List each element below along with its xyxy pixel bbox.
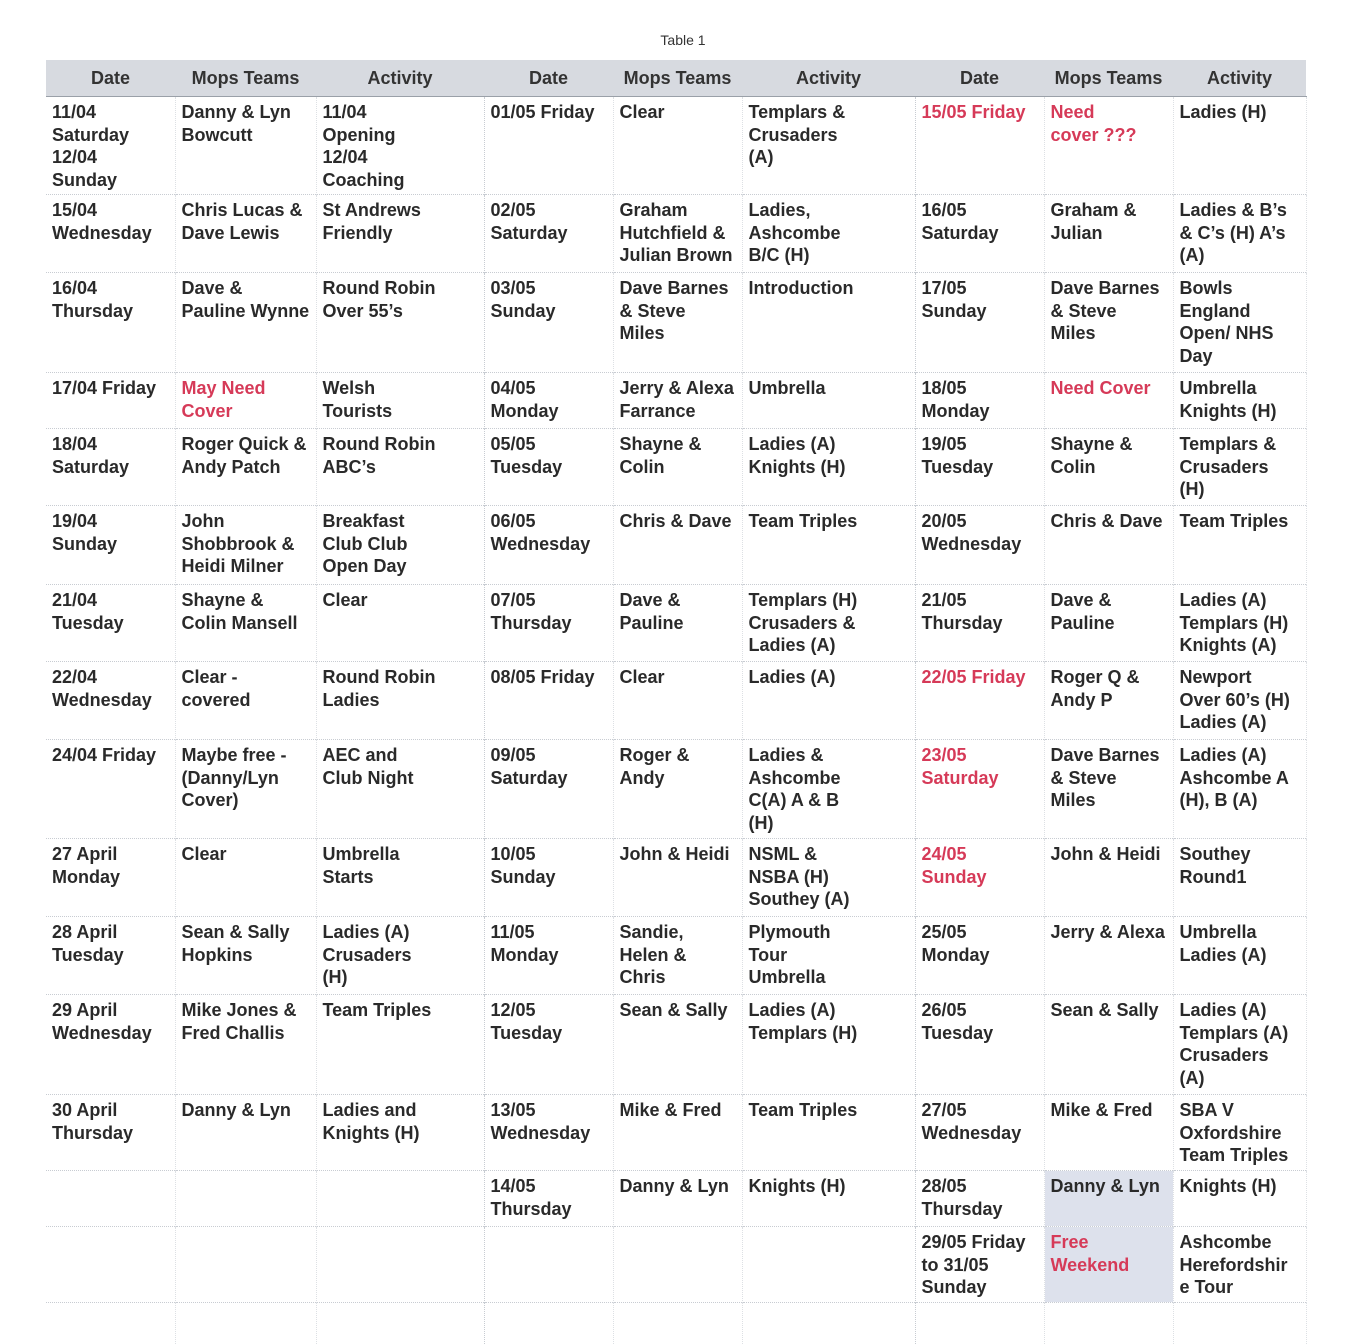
cell-date-group2: 04/05 Monday bbox=[484, 373, 613, 429]
cell-activity-group3: Southey Round1 bbox=[1173, 839, 1306, 917]
cell-date-group1 bbox=[46, 1171, 175, 1227]
cell-date-group2: 08/05 Friday bbox=[484, 662, 613, 740]
cell-activity-group1: Round Robin Over 55’s bbox=[316, 273, 484, 373]
cell-team-group3: Need Cover bbox=[1044, 373, 1173, 429]
cell-team-group2: Sean & Sally bbox=[613, 995, 742, 1095]
cell-activity-group3: Umbrella Knights (H) bbox=[1173, 373, 1306, 429]
cell-team-group3: Need cover ??? bbox=[1044, 97, 1173, 195]
cell-activity-group2: Ladies, Ashcombe B/C (H) bbox=[742, 195, 915, 273]
cell-date-group3: 26/05 Tuesday bbox=[915, 995, 1044, 1095]
cell-team-group2: Chris & Dave bbox=[613, 506, 742, 585]
empty-trailing-row bbox=[46, 1303, 1306, 1344]
cell-team-group2: Shayne & Colin bbox=[613, 429, 742, 506]
cell-team-group2: Mike & Fred bbox=[613, 1095, 742, 1171]
cell-activity-group1: St Andrews Friendly bbox=[316, 195, 484, 273]
cell-date-group3: 19/05 Tuesday bbox=[915, 429, 1044, 506]
cell-activity-group1: Round Robin ABC’s bbox=[316, 429, 484, 506]
cell-date-group3: 18/05 Monday bbox=[915, 373, 1044, 429]
cell-date-group1: 15/04 Wednesday bbox=[46, 195, 175, 273]
cell-activity-group1: Ladies (A) Crusaders (H) bbox=[316, 917, 484, 995]
cell-date-group3: 25/05 Monday bbox=[915, 917, 1044, 995]
cell-activity-group2: Team Triples bbox=[742, 1095, 915, 1171]
cell-activity-group2: NSML & NSBA (H) Southey (A) bbox=[742, 839, 915, 917]
table-row bbox=[46, 429, 1306, 506]
cell-date-group1: 30 April Thursday bbox=[46, 1095, 175, 1171]
cell-date-group1: 17/04 Friday bbox=[46, 373, 175, 429]
cell-date-group2: 06/05 Wednesday bbox=[484, 506, 613, 585]
table-row bbox=[46, 273, 1306, 373]
header-date-3: Date bbox=[915, 60, 1044, 97]
cell-activity-group1: Team Triples bbox=[316, 995, 484, 1095]
cell-team-group1: Danny & Lyn bbox=[175, 1095, 316, 1171]
header-mops-teams-1: Mops Teams bbox=[175, 60, 316, 97]
cell-date-group3: 22/05 Friday bbox=[915, 662, 1044, 740]
cell-team-group2: Clear bbox=[613, 662, 742, 740]
cell-date-group2: 10/05 Sunday bbox=[484, 839, 613, 917]
cell-activity-group2: Ladies (A) Templars (H) bbox=[742, 995, 915, 1095]
table-row bbox=[46, 1095, 1306, 1171]
cell-team-group1: Clear bbox=[175, 839, 316, 917]
header-activity-1: Activity bbox=[316, 60, 484, 97]
table-row bbox=[46, 917, 1306, 995]
cell-team-group1 bbox=[175, 1227, 316, 1303]
cell-team-group3: Roger Q & Andy P bbox=[1044, 662, 1173, 740]
cell-date-group3: 17/05 Sunday bbox=[915, 273, 1044, 373]
cell-activity-group2: Team Triples bbox=[742, 506, 915, 585]
cell-activity-group2: Plymouth Tour Umbrella bbox=[742, 917, 915, 995]
cell-date-group3: 16/05 Saturday bbox=[915, 195, 1044, 273]
cell-team-group1: Danny & Lyn Bowcutt bbox=[175, 97, 316, 195]
cell-date-group3: 23/05 Saturday bbox=[915, 740, 1044, 839]
cell-date-group3: 20/05 Wednesday bbox=[915, 506, 1044, 585]
header-mops-teams-3: Mops Teams bbox=[1044, 60, 1173, 97]
header-date-2: Date bbox=[484, 60, 613, 97]
cell-team-group3: John & Heidi bbox=[1044, 839, 1173, 917]
schedule-table bbox=[46, 60, 1307, 1344]
cell-activity-group3: Knights (H) bbox=[1173, 1171, 1306, 1227]
cell-team-group2: Sandie, Helen & Chris bbox=[613, 917, 742, 995]
cell-activity-group3: Ladies (A) Templars (H) Knights (A) bbox=[1173, 585, 1306, 662]
table-caption: Table 1 bbox=[0, 32, 1366, 48]
cell-team-group2: Dave Barnes & Steve Miles bbox=[613, 273, 742, 373]
table-row bbox=[46, 97, 1306, 195]
cell-date-group2: 14/05 Thursday bbox=[484, 1171, 613, 1227]
cell-activity-group3: Ashcombe Herefordshir e Tour bbox=[1173, 1227, 1306, 1303]
table-row bbox=[46, 740, 1306, 839]
cell-team-group1: Clear - covered bbox=[175, 662, 316, 740]
cell-team-group1: Dave & Pauline Wynne bbox=[175, 273, 316, 373]
cell-date-group1: 29 April Wednesday bbox=[46, 995, 175, 1095]
cell-team-group2: Graham Hutchfield & Julian Brown bbox=[613, 195, 742, 273]
cell-team-group3: Mike & Fred bbox=[1044, 1095, 1173, 1171]
cell-activity-group1: Round Robin Ladies bbox=[316, 662, 484, 740]
cell-activity-group2: Ladies (A) Knights (H) bbox=[742, 429, 915, 506]
cell-activity-group1: Umbrella Starts bbox=[316, 839, 484, 917]
table-row bbox=[46, 585, 1306, 662]
cell-team-group3: Sean & Sally bbox=[1044, 995, 1173, 1095]
cell-team-group3: Dave Barnes & Steve Miles bbox=[1044, 740, 1173, 839]
cell-activity-group2: Umbrella bbox=[742, 373, 915, 429]
cell-date-group3: 15/05 Friday bbox=[915, 97, 1044, 195]
table-row bbox=[46, 1227, 1306, 1303]
cell-team-group1: Roger Quick & Andy Patch bbox=[175, 429, 316, 506]
table-row bbox=[46, 995, 1306, 1095]
cell-team-group3: Danny & Lyn bbox=[1044, 1171, 1173, 1227]
cell-date-group1: 27 April Monday bbox=[46, 839, 175, 917]
cell-team-group1: Sean & Sally Hopkins bbox=[175, 917, 316, 995]
cell-date-group2: 01/05 Friday bbox=[484, 97, 613, 195]
cell-team-group1: John Shobbrook & Heidi Milner bbox=[175, 506, 316, 585]
cell-team-group1: Shayne & Colin Mansell bbox=[175, 585, 316, 662]
cell-team-group2: John & Heidi bbox=[613, 839, 742, 917]
cell-date-group3: 24/05 Sunday bbox=[915, 839, 1044, 917]
table-row bbox=[46, 1171, 1306, 1227]
cell-activity-group2 bbox=[742, 1227, 915, 1303]
cell-activity-group1 bbox=[316, 1227, 484, 1303]
cell-activity-group3: SBA V Oxfordshire Team Triples bbox=[1173, 1095, 1306, 1171]
cell-activity-group3: Ladies (A) Ashcombe A (H), B (A) bbox=[1173, 740, 1306, 839]
cell-date-group2: 03/05 Sunday bbox=[484, 273, 613, 373]
cell-team-group3: Shayne & Colin bbox=[1044, 429, 1173, 506]
cell-activity-group3: Ladies (A) Templars (A) Crusaders (A) bbox=[1173, 995, 1306, 1095]
cell-date-group2: 07/05 Thursday bbox=[484, 585, 613, 662]
cell-date-group1: 24/04 Friday bbox=[46, 740, 175, 839]
cell-activity-group3: Ladies & B’s & C’s (H) A’s (A) bbox=[1173, 195, 1306, 273]
cell-activity-group1: 11/04 Opening 12/04 Coaching bbox=[316, 97, 484, 195]
cell-activity-group1: Welsh Tourists bbox=[316, 373, 484, 429]
cell-activity-group2: Ladies (A) bbox=[742, 662, 915, 740]
cell-activity-group3: Ladies (H) bbox=[1173, 97, 1306, 195]
cell-date-group3: 28/05 Thursday bbox=[915, 1171, 1044, 1227]
table-row bbox=[46, 839, 1306, 917]
cell-team-group2: Jerry & Alexa Farrance bbox=[613, 373, 742, 429]
cell-date-group3: 27/05 Wednesday bbox=[915, 1095, 1044, 1171]
cell-date-group2: 05/05 Tuesday bbox=[484, 429, 613, 506]
cell-activity-group1: AEC and Club Night bbox=[316, 740, 484, 839]
cell-team-group2: Roger & Andy bbox=[613, 740, 742, 839]
cell-team-group3: Graham & Julian bbox=[1044, 195, 1173, 273]
header-date-1: Date bbox=[46, 60, 175, 97]
cell-date-group2 bbox=[484, 1227, 613, 1303]
cell-date-group1: 28 April Tuesday bbox=[46, 917, 175, 995]
cell-date-group2: 13/05 Wednesday bbox=[484, 1095, 613, 1171]
cell-activity-group2: Templars (H) Crusaders & Ladies (A) bbox=[742, 585, 915, 662]
cell-team-group2: Danny & Lyn bbox=[613, 1171, 742, 1227]
cell-activity-group2: Introduction bbox=[742, 273, 915, 373]
cell-activity-group1 bbox=[316, 1171, 484, 1227]
cell-team-group3: Dave & Pauline bbox=[1044, 585, 1173, 662]
cell-activity-group3: Umbrella Ladies (A) bbox=[1173, 917, 1306, 995]
cell-team-group3: Free Weekend bbox=[1044, 1227, 1173, 1303]
cell-date-group1: 19/04 Sunday bbox=[46, 506, 175, 585]
cell-activity-group1: Breakfast Club Club Open Day bbox=[316, 506, 484, 585]
header-mops-teams-2: Mops Teams bbox=[613, 60, 742, 97]
cell-team-group1 bbox=[175, 1171, 316, 1227]
cell-activity-group3: Team Triples bbox=[1173, 506, 1306, 585]
cell-date-group3: 29/05 Friday to 31/05 Sunday bbox=[915, 1227, 1044, 1303]
cell-team-group3: Dave Barnes & Steve Miles bbox=[1044, 273, 1173, 373]
header-activity-3: Activity bbox=[1173, 60, 1306, 97]
cell-activity-group3: Bowls England Open/ NHS Day bbox=[1173, 273, 1306, 373]
cell-date-group1: 18/04 Saturday bbox=[46, 429, 175, 506]
cell-date-group1: 11/04 Saturday 12/04 Sunday bbox=[46, 97, 175, 195]
cell-date-group1 bbox=[46, 1227, 175, 1303]
cell-team-group3: Chris & Dave bbox=[1044, 506, 1173, 585]
header-row bbox=[46, 60, 1306, 97]
cell-date-group1: 16/04 Thursday bbox=[46, 273, 175, 373]
table-row bbox=[46, 195, 1306, 273]
cell-team-group1: Maybe free - (Danny/Lyn Cover) bbox=[175, 740, 316, 839]
cell-activity-group2: Knights (H) bbox=[742, 1171, 915, 1227]
table-row bbox=[46, 506, 1306, 585]
cell-date-group3: 21/05 Thursday bbox=[915, 585, 1044, 662]
cell-team-group3: Jerry & Alexa bbox=[1044, 917, 1173, 995]
cell-date-group2: 02/05 Saturday bbox=[484, 195, 613, 273]
table-row bbox=[46, 373, 1306, 429]
cell-activity-group3: Templars & Crusaders (H) bbox=[1173, 429, 1306, 506]
cell-date-group2: 11/05 Monday bbox=[484, 917, 613, 995]
header-activity-2: Activity bbox=[742, 60, 915, 97]
cell-activity-group3: Newport Over 60’s (H) Ladies (A) bbox=[1173, 662, 1306, 740]
cell-team-group1: May Need Cover bbox=[175, 373, 316, 429]
cell-team-group1: Chris Lucas & Dave Lewis bbox=[175, 195, 316, 273]
cell-date-group1: 22/04 Wednesday bbox=[46, 662, 175, 740]
cell-team-group2 bbox=[613, 1227, 742, 1303]
cell-activity-group1: Clear bbox=[316, 585, 484, 662]
cell-team-group2: Clear bbox=[613, 97, 742, 195]
table-row bbox=[46, 662, 1306, 740]
cell-team-group2: Dave & Pauline bbox=[613, 585, 742, 662]
cell-activity-group2: Templars & Crusaders (A) bbox=[742, 97, 915, 195]
cell-date-group2: 09/05 Saturday bbox=[484, 740, 613, 839]
cell-activity-group2: Ladies & Ashcombe C(A) A & B (H) bbox=[742, 740, 915, 839]
cell-date-group2: 12/05 Tuesday bbox=[484, 995, 613, 1095]
cell-team-group1: Mike Jones & Fred Challis bbox=[175, 995, 316, 1095]
cell-activity-group1: Ladies and Knights (H) bbox=[316, 1095, 484, 1171]
cell-date-group1: 21/04 Tuesday bbox=[46, 585, 175, 662]
